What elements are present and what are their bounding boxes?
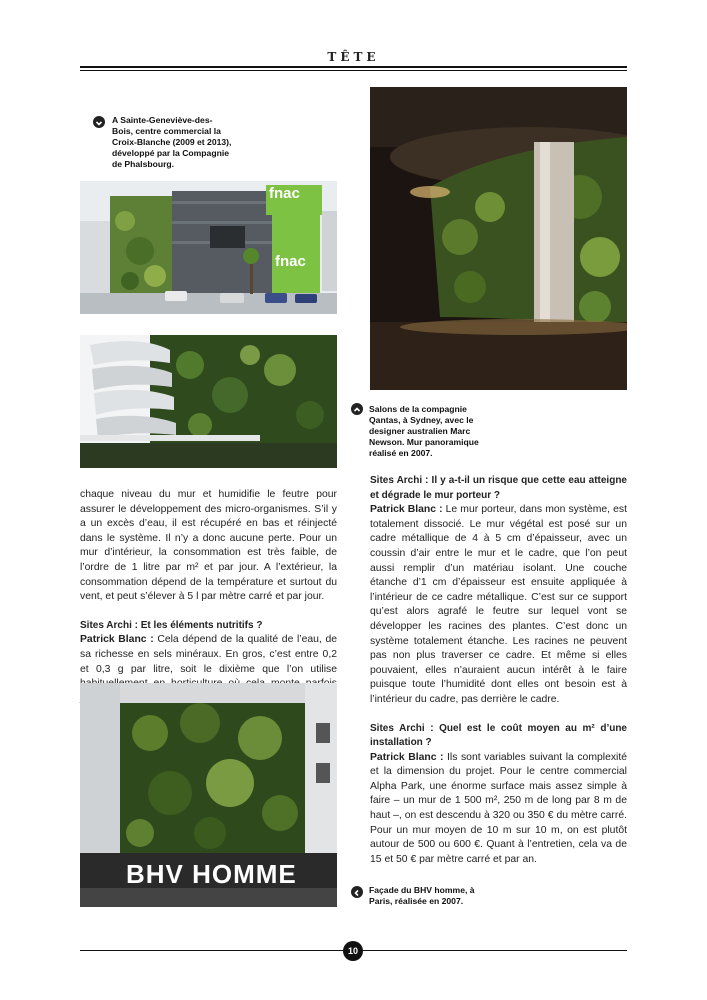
header-rule-thick — [80, 66, 627, 68]
caption-fnac: A Sainte-Geneviève-des-Bois, centre commercial la Croix-Blanche (2009 et 2013), développé par la Compagnie de Phalsbourg. — [112, 115, 232, 169]
photo-fnac-centre — [80, 181, 337, 314]
page-number: 10 — [343, 941, 363, 961]
photo-bhv-homme — [80, 683, 337, 907]
right-answer-2 — [370, 751, 627, 868]
caption-down-icon — [93, 116, 105, 128]
photo-qantas-lounge — [370, 87, 627, 390]
bhv-sign: BHV HOMME — [126, 859, 297, 889]
right-question-1: Sites Archi : Il y a-t-il un risque que cette eau atteigne et dégrade le mur porteur ? — [370, 475, 627, 501]
caption-left-icon — [351, 886, 363, 898]
header-rule-thin — [80, 70, 627, 71]
photo-curved-building — [80, 335, 337, 468]
right-column-text — [370, 474, 627, 867]
caption-qantas: Salons de la compagnie Qantas, à Sydney, avec le designer australien Marc Newson. Mur panoramique réalisé en 2007. — [369, 404, 479, 458]
left-paragraph-1: chaque niveau du mur et humidifie le feutre pour assurer le développement des micro-organismes. S’il y a un excès d’eau, il est récupéré en bas et réinjecté dans le système. Il n’y a donc aucune perte. Pour un mur d’intérieur, la consommation est très faible, de l’ordre de 1 litre par m² et par jour. A l’extérieur, la consommation dépend de la température et surtout du vent, et peut s’élever à 5 l par mètre carré et par jour. — [80, 489, 337, 603]
caption-bhv: Façade du BHV homme, à Paris, réalisée en 2007. — [369, 885, 475, 906]
right-answer-1-speaker: Patrick Blanc : — [370, 504, 443, 516]
fnac-sign-bottom: fnac — [275, 253, 306, 270]
right-answer-1-text: Le mur porteur, dans mon système, est totalement dissocié. Le mur végétal est posé sur un cadre métallique de 4 à 5 cm d’épaisseur, avec un coussin d’air entre le mur et le cadre, que l’on peut aussi remplir d’un matériau isolant. Une couche étanche d’1 cm d’épaisseur est ensuite appliquée à l’intérieur de ce cadre métallique. C’est sur ce support qu’est alors agrafé le feutre sur lequel vont se développer les racines des plantes. C’est donc un système totalement étanche. Les racines ne peuvent pas non plus traverser ce cadre. Et même si elles pouvaient, elles n’auraient aucun intérêt à le faire puisque toute l’humidité dont elles ont besoin est à l’intérieur du cadre, pas derrière le cadre. — [370, 504, 628, 705]
left-column-text — [80, 488, 337, 706]
caption-up-icon — [351, 403, 363, 415]
right-question-2: Sites Archi : Quel est le coût moyen au m² d’une installation ? — [370, 722, 627, 749]
left-answer-1-speaker: Patrick Blanc : — [80, 634, 154, 646]
left-question-1: Sites Archi : Et les éléments nutritifs ? — [80, 619, 263, 631]
page-header-title: TÊTE — [327, 50, 380, 64]
right-answer-1 — [370, 503, 627, 707]
right-answer-2-speaker: Patrick Blanc : — [370, 751, 444, 763]
right-answer-2-text: Ils sont variables suivant la complexité et la dimension du projet. Pour le centre commercial Alpha Park, une énorme surface mais assez simple à faire – un mur de 1 500 m², 250 m de long par 8 m de haut –, on est descendu à 320 ou 350 € du mètre carré. Pour un mur moyen de 10 m sur 10 m, on est plutôt autour de 500 ou 600 €. Quant à l’entretien, cela va de 15 et 50 € par mètre carré et par an. — [370, 751, 628, 865]
left-answer-1-text: Cela dépend de la qualité de l’eau, de sa richesse en sels minéraux. En gros, c’est entre 0,2 et 0,3 g par litre, soit le dixième que l’on utilise — [80, 634, 338, 675]
fnac-sign-top: fnac — [269, 185, 300, 202]
